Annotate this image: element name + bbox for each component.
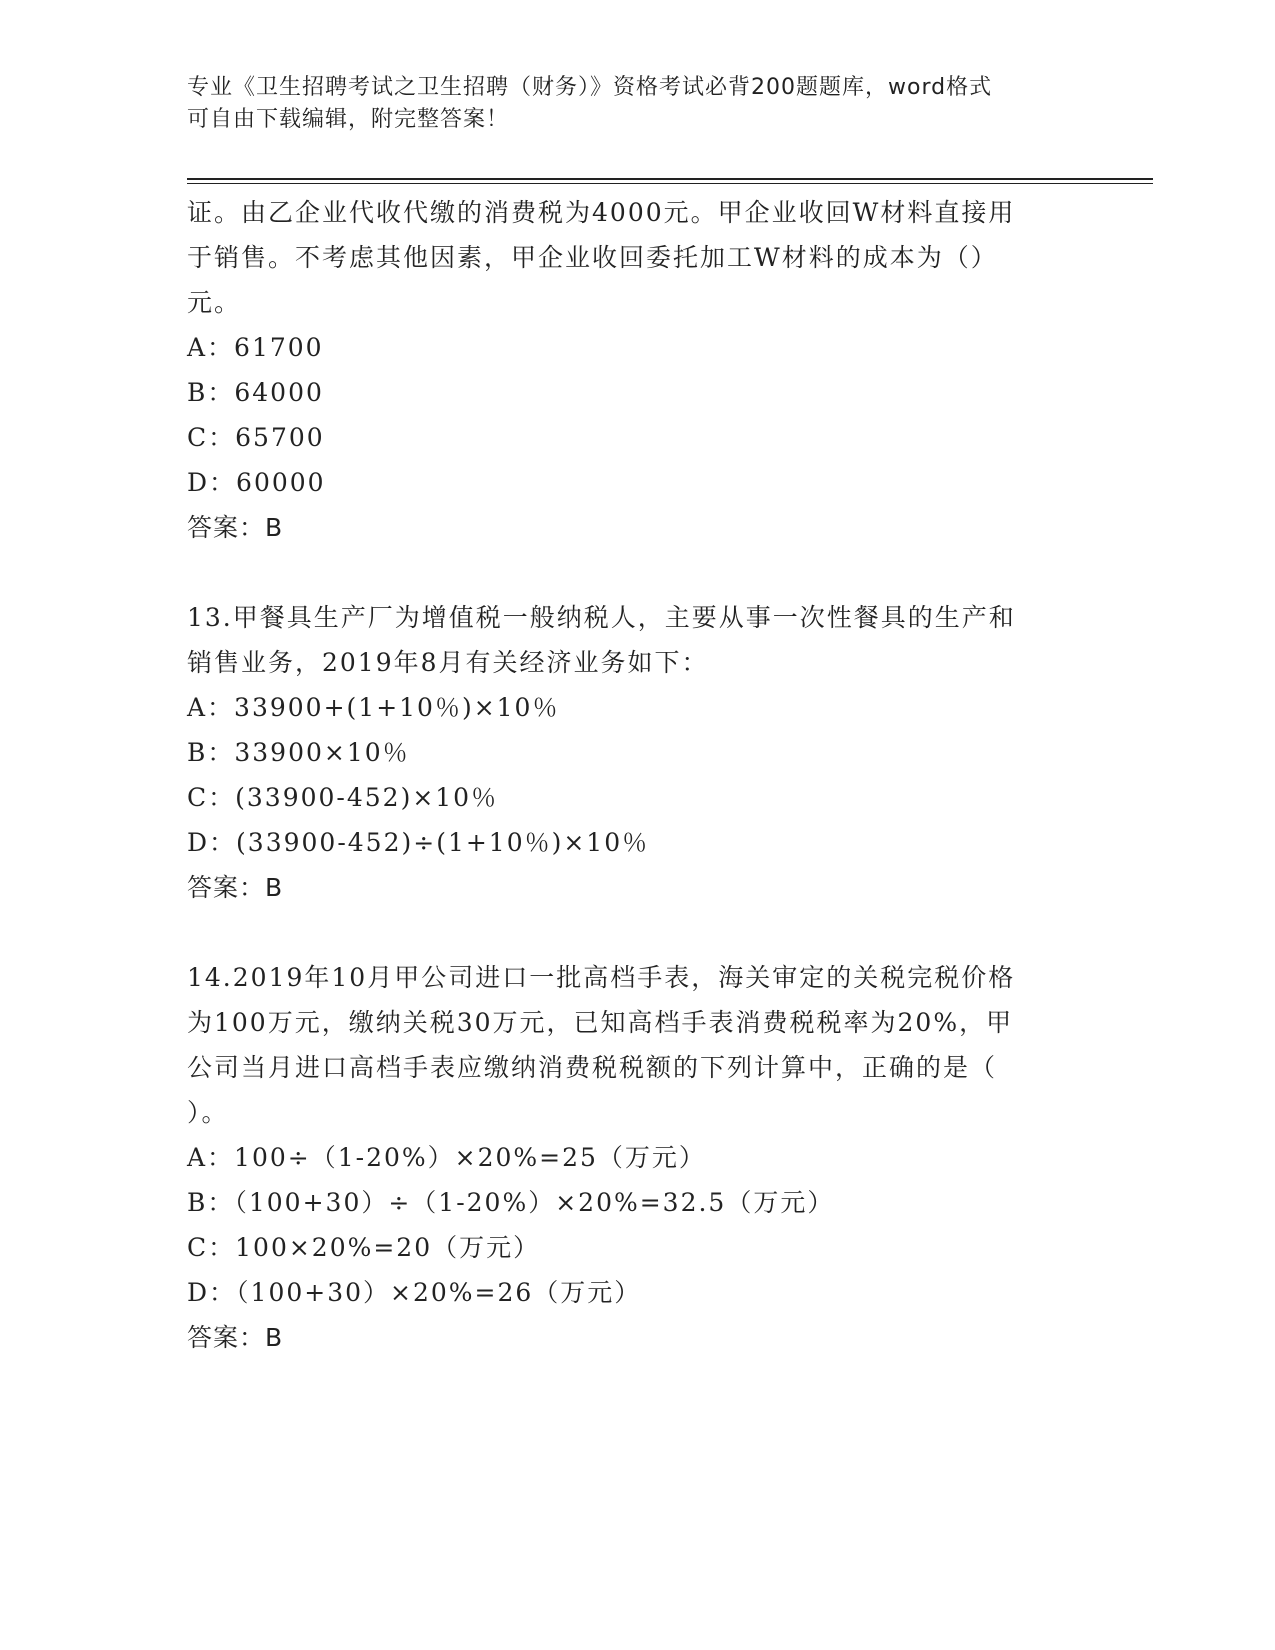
document-header <box>187 72 1067 136</box>
question-14 <box>187 955 1067 1360</box>
question-spacer <box>187 910 1067 955</box>
answer-label: 答案：B <box>187 513 284 542</box>
option-b: B：（100+30）÷（1-20%）×20%=32.5（万元） <box>187 1188 835 1217</box>
question-stem-line: 销售业务，2019年8月有关经济业务如下： <box>187 648 709 677</box>
question-stem-line: ）。 <box>187 1098 229 1127</box>
option-d: D：(33900-452)÷(1+10％)×10％ <box>187 828 650 857</box>
option-a: A：100÷（1-20%）×20%=25（万元） <box>187 1143 706 1172</box>
answer-label: 答案：B <box>187 1323 284 1352</box>
header-divider-thin <box>187 183 1153 184</box>
question-stem-line: 元。 <box>187 288 242 317</box>
question-stem-line: 为100万元，缴纳关税30万元，已知高档手表消费税税率为20%，甲 <box>187 1008 1014 1037</box>
question-12 <box>187 190 1067 550</box>
question-13 <box>187 595 1067 910</box>
header-line-1: 专业《卫生招聘考试之卫生招聘（财务）》资格考试必背200题题库，word格式 <box>187 75 993 100</box>
option-d: D：（100+30）×20%=26（万元） <box>187 1278 642 1307</box>
header-line-2: 可自由下载编辑，附完整答案！ <box>187 107 510 132</box>
question-stem-line: 公司当月进口高档手表应缴纳消费税税额的下列计算中，正确的是（ <box>187 1053 998 1082</box>
question-stem-line: 13.甲餐具生产厂为增值税一般纳税人，主要从事一次性餐具的生产和 <box>187 603 1016 632</box>
question-spacer <box>187 550 1067 595</box>
option-a: A：61700 <box>187 333 324 362</box>
option-b: B：33900×10％ <box>187 738 410 767</box>
header-divider-thick <box>187 178 1153 180</box>
option-a: A：33900+(1+10％)×10％ <box>187 693 560 722</box>
option-c: C：65700 <box>187 423 325 452</box>
question-stem-line: 14.2019年10月甲公司进口一批高档手表，海关审定的关税完税价格 <box>187 963 1016 992</box>
option-d: D：60000 <box>187 468 326 497</box>
question-stem-line: 证。由乙企业代收代缴的消费税为4000元。甲企业收回W材料直接用 <box>187 198 1016 227</box>
option-c: C：(33900-452)×10％ <box>187 783 499 812</box>
option-b: B：64000 <box>187 378 324 407</box>
question-stem-line: 于销售。不考虑其他因素，甲企业收回委托加工W材料的成本为（） <box>187 243 998 272</box>
option-c: C：100×20%=20（万元） <box>187 1233 541 1262</box>
answer-label: 答案：B <box>187 873 284 902</box>
document-body <box>187 190 1067 1360</box>
